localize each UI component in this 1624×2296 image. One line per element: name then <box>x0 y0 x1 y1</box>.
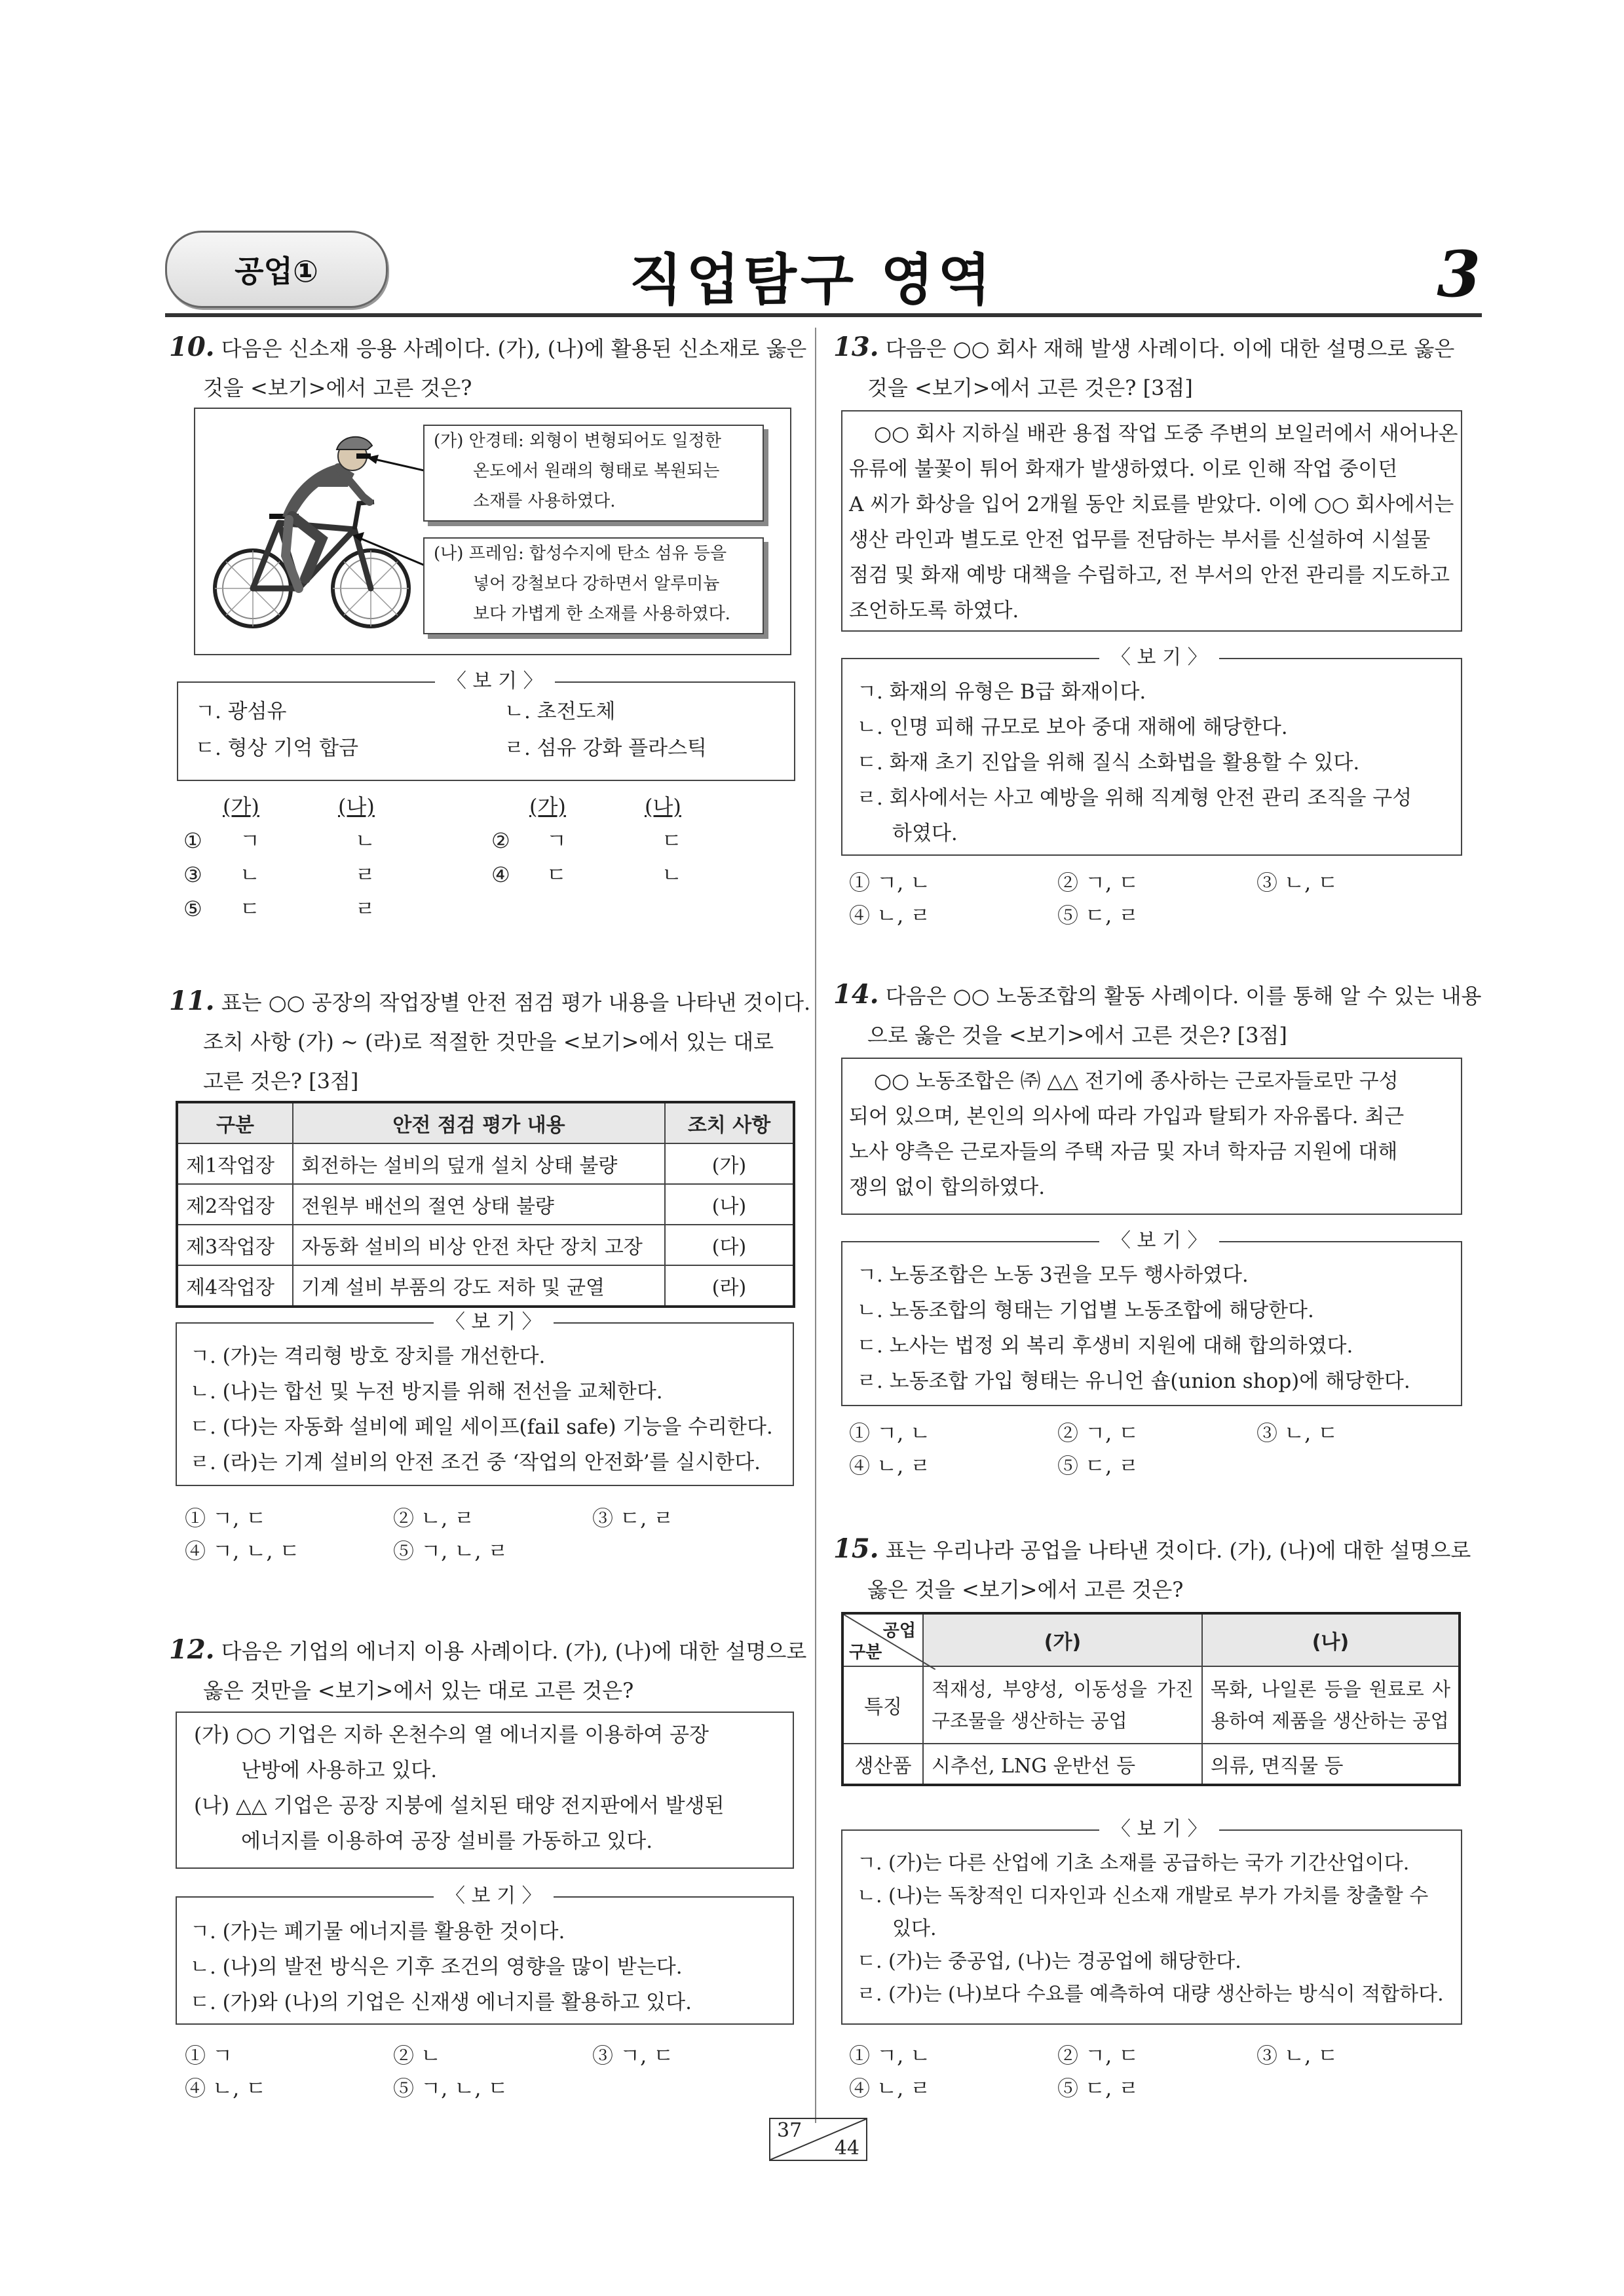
choice-value: ㄷ <box>546 862 567 887</box>
table-header: 조치 사항 <box>665 1102 794 1143</box>
case-line: (나) △△ 기업은 공장 지붕에 설치된 태양 전지판에서 발생된 <box>194 1794 725 1818</box>
table-cell: 특징 <box>842 1666 923 1744</box>
table-row <box>842 1666 1460 1744</box>
choice-5[interactable]: ⑤ ㄷ, ㄹ <box>1057 1453 1139 1478</box>
bogi-label: 〈 보 기 〉 <box>1099 1229 1219 1253</box>
table-corner <box>842 1613 923 1666</box>
bogi-box <box>841 1818 1462 2025</box>
callout-line: 넣어 강철보다 강하면서 알루미늄 <box>473 574 720 594</box>
choice-value: ㄹ <box>355 862 375 887</box>
bogi-item: ㄹ. 섬유 강화 플라스틱 <box>504 737 707 760</box>
industry-table <box>841 1612 1461 1786</box>
case-line: 점검 및 화재 예방 대책을 수립하고, 전 부서의 안전 관리를 지도하고 <box>849 564 1450 587</box>
table-cell: 시추선, LNG 운반선 등 <box>923 1744 1202 1785</box>
choice-header: (나) <box>645 794 681 819</box>
answer-choices <box>849 1415 1458 1487</box>
table-cell: 회전하는 설비의 덮개 설치 상태 불량 <box>293 1143 665 1184</box>
choice-4[interactable]: ④ ㄴ, ㄹ <box>849 1453 931 1478</box>
table-header: (나) <box>1202 1613 1460 1666</box>
case-line: (가) ○○ 기업은 지하 온천수의 열 에너지를 이용하여 공장 <box>194 1723 709 1747</box>
question-number: 11. <box>169 985 215 1016</box>
table-header: 안전 점검 평가 내용 <box>293 1102 665 1143</box>
question-text: 옳은 것을 <보기>에서 고른 것은? <box>867 1577 1184 1602</box>
choice-4[interactable]: ④ <box>491 862 510 887</box>
choice-3[interactable]: ③ ㄴ, ㄷ <box>1256 870 1338 895</box>
table-row <box>842 1744 1460 1785</box>
bogi-box <box>177 670 795 781</box>
choice-3[interactable]: ③ ㄷ, ㄹ <box>592 1506 674 1531</box>
bogi-item: ㄷ. (가)와 (나)의 기업은 신재생 에너지를 활용하고 있다. <box>190 1991 692 2014</box>
question-number: 10. <box>169 332 215 362</box>
table-cell: 생산품 <box>842 1744 923 1785</box>
choice-1[interactable]: ① ㄱ, ㄴ <box>849 870 931 895</box>
choice-4[interactable]: ④ ㄴ, ㄹ <box>849 903 931 928</box>
page-counter <box>769 2118 867 2161</box>
bogi-item: ㄴ. (나)는 합선 및 누전 방지를 위해 전선을 교체한다. <box>190 1380 663 1404</box>
case-line: 생산 라인과 별도로 안전 업무를 전담하는 부서를 신설하여 시설물 <box>849 528 1431 552</box>
bogi-label: 〈 보 기 〉 <box>434 1885 554 1908</box>
table-header-row <box>177 1102 794 1143</box>
question-15 <box>833 1529 1482 1609</box>
bogi-item: ㄱ. 노동조합은 노동 3권을 모두 행사하였다. <box>857 1263 1249 1287</box>
table-row <box>177 1184 794 1225</box>
bogi-box <box>841 646 1462 856</box>
header-divider <box>165 313 1482 317</box>
table-cell: 전원부 배선의 절연 상태 불량 <box>293 1184 665 1225</box>
case-line: ○○ 노동조합은 ㈜ △△ 전기에 종사하는 근로자들로만 구성 <box>874 1069 1399 1093</box>
table-row <box>177 1143 794 1184</box>
choice-2[interactable]: ② ㄴ, ㄹ <box>393 1506 475 1531</box>
current-page: 37 <box>777 2119 803 2142</box>
choice-header: (나) <box>338 794 375 819</box>
question-text: 고른 것은? [3점] <box>203 1069 359 1094</box>
choice-value: ㄱ <box>240 828 260 853</box>
question-text: 으로 옳은 것을 <보기>에서 고른 것은? [3점] <box>867 1023 1287 1048</box>
bogi-item: ㄴ. 초전도체 <box>504 700 616 723</box>
bogi-item: ㄱ. (가)는 격리형 방호 장치를 개선한다. <box>190 1345 546 1368</box>
bogi-box <box>176 1885 794 2025</box>
bogi-label: 〈 보 기 〉 <box>434 1311 554 1334</box>
choice-1[interactable]: ① ㄱ, ㄴ <box>849 2043 931 2068</box>
answer-choices <box>185 1501 794 1573</box>
bogi-label: 〈 보 기 〉 <box>435 670 555 693</box>
choice-3[interactable]: ③ ㄴ, ㄷ <box>1256 2043 1338 2068</box>
bogi-item: 하였다. <box>892 822 958 845</box>
choice-1[interactable]: ① <box>183 828 202 853</box>
choice-value: ㄹ <box>355 896 375 921</box>
answer-choices <box>185 2038 794 2110</box>
case-box <box>841 1058 1462 1215</box>
answer-choices <box>183 789 799 927</box>
question-text: 다음은 기업의 에너지 이용 사례이다. (가), (나)에 대한 설명으로 <box>221 1639 807 1664</box>
table-header-row <box>842 1613 1460 1666</box>
bogi-item: ㄹ. 회사에서는 사고 예방을 위해 직계형 안전 관리 조직을 구성 <box>857 786 1412 810</box>
choice-5[interactable]: ⑤ ㄱ, ㄴ, ㄹ <box>393 1539 508 1563</box>
bogi-item: ㄱ. 화재의 유형은 B급 화재이다. <box>857 680 1146 704</box>
choice-value: ㄴ <box>662 862 682 887</box>
choice-2[interactable]: ② ㄱ, ㄷ <box>1057 1421 1139 1445</box>
question-text: 것을 <보기>에서 고른 것은? <box>203 375 472 400</box>
bogi-item: ㄹ. (라)는 기계 설비의 안전 조건 중 ‘작업의 안전화’를 실시한다. <box>190 1451 761 1474</box>
table-cell: (가) <box>665 1143 794 1184</box>
choice-3[interactable]: ③ ㄴ, ㄷ <box>1256 1421 1338 1445</box>
table-header: 구분 <box>177 1102 293 1143</box>
choice-5[interactable]: ⑤ ㄷ, ㄹ <box>1057 903 1139 928</box>
inspection-table <box>176 1101 795 1308</box>
table-header: (가) <box>923 1613 1202 1666</box>
bogi-item: ㄱ. 광섬유 <box>195 700 287 723</box>
bogi-item: ㄴ. 인명 피해 규모로 보아 중대 재해에 해당한다. <box>857 716 1288 739</box>
table-cell: 제4작업장 <box>177 1265 293 1307</box>
bogi-item: ㄷ. 형상 기억 합금 <box>195 737 359 760</box>
case-line: 되어 있으며, 본인의 의사에 따라 가입과 탈퇴가 자유롭다. 최근 <box>849 1105 1405 1128</box>
case-line: 유류에 불꽃이 튀어 화재가 발생하였다. 이로 인해 작업 중이던 <box>849 457 1398 481</box>
choice-1[interactable]: ① ㄱ <box>185 2043 233 2068</box>
choice-value: ㄴ <box>240 862 260 887</box>
bogi-item: 있다. <box>892 1917 937 1940</box>
question-text: 표는 우리나라 공업을 나타낸 것이다. (가), (나)에 대한 설명으로 <box>885 1538 1471 1563</box>
table-cell: (라) <box>665 1265 794 1307</box>
choice-2[interactable]: ② ㄱ, ㄷ <box>1057 870 1139 895</box>
choice-header: (가) <box>529 794 566 819</box>
choice-value: ㄴ <box>355 828 375 853</box>
callout-line: (가) 안경테: 외형이 변형되어도 일정한 <box>434 431 721 451</box>
callout-line: 소재를 사용하였다. <box>473 491 616 511</box>
table-cell: 목화, 나일론 등을 원료로 사용하여 제품을 생산하는 공업 <box>1202 1666 1460 1744</box>
bogi-item: ㄷ. (다)는 자동화 설비에 페일 세이프(fail safe) 기능을 수리한다. <box>190 1415 773 1439</box>
corner-label-top: 공업 <box>882 1621 916 1641</box>
bogi-label: 〈 보 기 〉 <box>1099 1818 1219 1841</box>
question-14 <box>833 975 1482 1055</box>
question-11 <box>169 982 811 1101</box>
choice-1[interactable]: ① ㄱ, ㄴ <box>849 1421 931 1445</box>
bogi-item: ㄷ. 노사는 법정 외 복리 후생비 지원에 대해 합의하였다. <box>857 1334 1353 1358</box>
corner-label-bottom: 구분 <box>849 1643 882 1662</box>
table-cell: (다) <box>665 1225 794 1265</box>
callout-line: 보다 가볍게 한 소재를 사용하였다. <box>473 604 730 624</box>
choice-5[interactable]: ⑤ ㄱ, ㄴ, ㄷ <box>393 2076 508 2101</box>
question-text: 다음은 신소재 응용 사례이다. (가), (나)에 활용된 신소재로 옳은 <box>221 336 807 361</box>
question-number: 13. <box>833 332 879 362</box>
question-text: 것을 <보기>에서 고른 것은? [3점] <box>867 375 1193 400</box>
choice-value: ㄷ <box>240 896 260 921</box>
question-number: 14. <box>833 979 879 1010</box>
answer-choices <box>849 865 1458 937</box>
case-line: 난방에 사용하고 있다. <box>241 1759 438 1782</box>
choice-2[interactable]: ② ㄴ <box>393 2043 442 2068</box>
choice-5[interactable]: ⑤ <box>183 896 202 921</box>
bogi-item: ㄷ. (가)는 중공업, (나)는 경공업에 해당한다. <box>857 1950 1241 1973</box>
table-cell: 제2작업장 <box>177 1184 293 1225</box>
bogi-label: 〈 보 기 〉 <box>1099 646 1219 670</box>
bogi-item: ㄴ. 노동조합의 형태는 기업별 노동조합에 해당한다. <box>857 1299 1314 1322</box>
page-number: 3 <box>1437 237 1481 311</box>
table-cell: (나) <box>665 1184 794 1225</box>
question-12 <box>169 1630 807 1710</box>
question-text: 표는 ○○ 공장의 작업장별 안전 점검 평가 내용을 나타낸 것이다. <box>221 990 811 1015</box>
choice-value: ㄱ <box>546 828 567 853</box>
subject-badge: 공업① <box>165 231 388 308</box>
question-13 <box>833 328 1482 408</box>
question-number: 15. <box>833 1533 879 1564</box>
bogi-item: ㄴ. (나)의 발전 방식은 기후 조건의 영향을 많이 받는다. <box>190 1955 683 1979</box>
answer-choices <box>849 2038 1458 2110</box>
bogi-item: ㄱ. (가)는 다른 산업에 기초 소재를 공급하는 국가 기간산업이다. <box>857 1852 1410 1875</box>
bicycle-figure <box>194 408 791 655</box>
question-10 <box>169 328 807 408</box>
case-box <box>841 410 1462 632</box>
bogi-item: ㄹ. 노동조합 가입 형태는 유니언 숍(union shop)에 해당한다. <box>857 1369 1410 1393</box>
choice-3[interactable]: ③ <box>183 862 202 887</box>
case-line: 조언하도록 하였다. <box>849 599 1019 622</box>
callout-b <box>423 537 764 634</box>
table-cell: 제3작업장 <box>177 1225 293 1265</box>
case-line: 에너지를 이용하여 공장 설비를 가동하고 있다. <box>241 1829 653 1853</box>
choice-4[interactable]: ④ ㄴ, ㄹ <box>849 2076 931 2101</box>
case-line: 쟁의 없이 합의하였다. <box>849 1176 1046 1199</box>
callout-line: (나) 프레임: 합성수지에 탄소 섬유 등을 <box>434 544 727 564</box>
case-box <box>176 1712 794 1869</box>
choice-header: (가) <box>223 794 259 819</box>
choice-2[interactable]: ② ㄱ, ㄷ <box>1057 2043 1139 2068</box>
table-cell: 적재성, 부양성, 이동성을 가진 구조물을 생산하는 공업 <box>923 1666 1202 1744</box>
page-title: 직업탐구 영역 <box>629 248 995 312</box>
table-cell: 자동화 설비의 비상 안전 차단 장치 고장 <box>293 1225 665 1265</box>
callout-a <box>423 425 764 522</box>
choice-4[interactable]: ④ ㄱ, ㄴ, ㄷ <box>185 1539 300 1563</box>
bogi-item: ㄱ. (가)는 폐기물 에너지를 활용한 것이다. <box>190 1920 565 1943</box>
choice-3[interactable]: ③ ㄱ, ㄷ <box>592 2043 674 2068</box>
table-cell: 기계 설비 부품의 강도 저하 및 균열 <box>293 1265 665 1307</box>
choice-2[interactable]: ② <box>491 828 510 853</box>
choice-1[interactable]: ① ㄱ, ㄷ <box>185 1506 267 1531</box>
question-text: 다음은 ○○ 회사 재해 발생 사례이다. 이에 대한 설명으로 옳은 <box>885 336 1455 361</box>
choice-4[interactable]: ④ ㄴ, ㄷ <box>185 2076 267 2101</box>
case-line: 노사 양측은 근로자들의 주택 자금 및 자녀 학자금 지원에 대해 <box>849 1140 1398 1164</box>
table-cell: 제1작업장 <box>177 1143 293 1184</box>
total-pages: 44 <box>834 2137 859 2160</box>
bogi-box <box>176 1311 794 1486</box>
question-text: 조치 사항 (가) ~ (라)로 적절한 것만을 <보기>에서 있는 대로 <box>203 1029 774 1054</box>
choice-value: ㄷ <box>662 828 682 853</box>
table-row <box>177 1225 794 1265</box>
question-number: 12. <box>169 1634 215 1665</box>
question-text: 다음은 ○○ 노동조합의 활동 사례이다. 이를 통해 알 수 있는 내용 <box>885 984 1482 1008</box>
column-divider <box>815 328 816 2123</box>
table-row <box>177 1265 794 1307</box>
choice-5[interactable]: ⑤ ㄷ, ㄹ <box>1057 2076 1139 2101</box>
case-line: A 씨가 화상을 입어 2개월 동안 치료를 받았다. 이에 ○○ 회사에서는 <box>849 493 1454 516</box>
table-cell: 의류, 면직물 등 <box>1202 1744 1460 1785</box>
bogi-item: ㄷ. 화재 초기 진압을 위해 질식 소화법을 활용할 수 있다. <box>857 751 1360 775</box>
bogi-box <box>841 1229 1462 1406</box>
callout-line: 온도에서 원래의 형태로 복원되는 <box>473 461 720 481</box>
question-text: 옳은 것만을 <보기>에서 있는 대로 고른 것은? <box>203 1678 634 1703</box>
case-line: ○○ 회사 지하실 배관 용접 작업 도중 주변의 보일러에서 새어나온 <box>874 422 1458 446</box>
bogi-item: ㄴ. (나)는 독창적인 디자인과 신소재 개발로 부가 가치를 창출할 수 <box>857 1885 1429 1907</box>
bogi-item: ㄹ. (가)는 (나)보다 수요를 예측하여 대량 생산하는 방식이 적합하다. <box>857 1983 1444 2006</box>
